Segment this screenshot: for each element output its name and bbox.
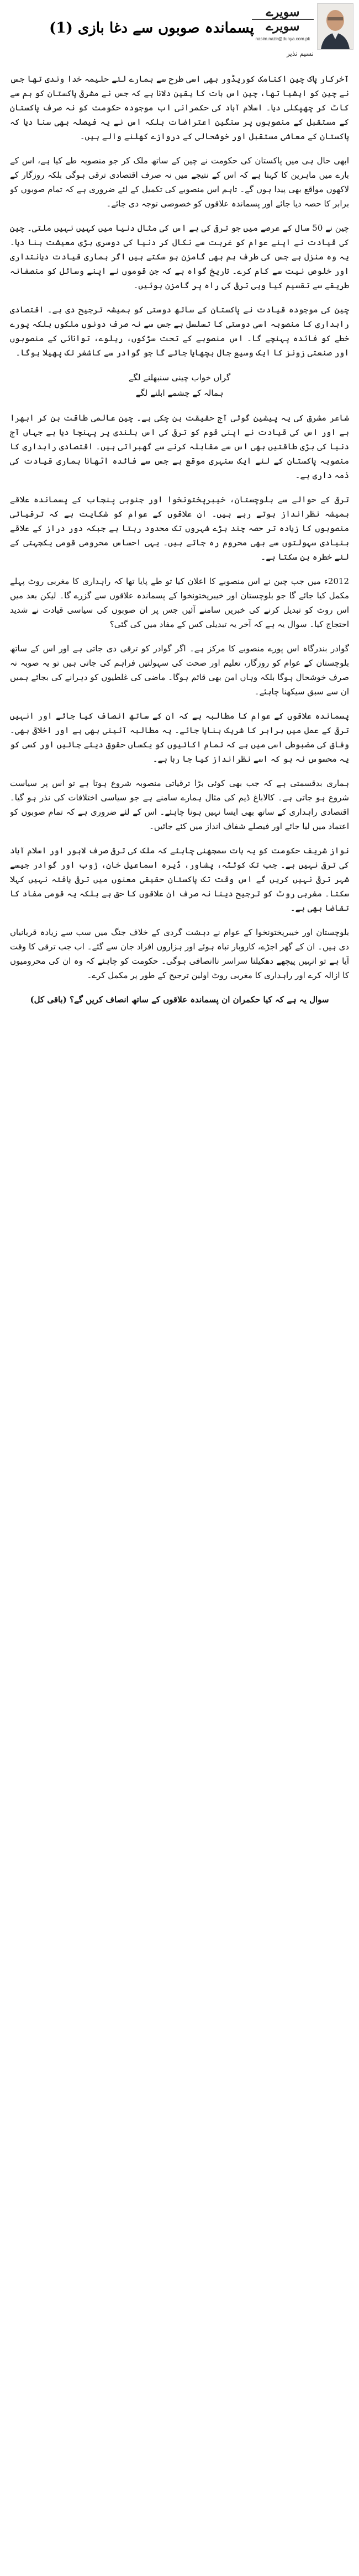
closing-line: سوال یہ ہے کہ کیا حکمران ان پسماندہ علاقوں کے ساتھ انصاف کریں گے؟ (باقی کل) bbox=[30, 995, 329, 1005]
paragraph: چین کی موجودہ قیادت نے پاکستان کے ساتھ دوستی کو ہمیشہ ترجیح دی ہے۔ اقتصادی راہداری کا منصوبہ اسی دوستی کا تسلسل ہے جس سے نہ صرف دونوں ملکوں بلکہ پورے خطے کو فائدہ پہنچے گا۔ اس منصوبے کے تحت سڑکوں، ریلوے، توانائی کے منصوبوں اور صنعتی زونز کا ایک وسیع جال بچھایا جائے گا جو گوادر سے کاشغر تک پھیلا ہوگا۔ bbox=[10, 305, 349, 358]
author-name: نسیم نذیر bbox=[286, 50, 314, 57]
paragraph: شاعر مشرق کی یہ پیشین گوئی آج حقیقت بن چکی ہے۔ چین عالمی طاقت بن کر ابھرا ہے اور اس کی قیادت نے اپنی قوم کو ترقی کی اس بلندی پر پہنچا دیا ہے جہاں آج دنیا کی بڑی طاقتیں بھی اس سے مقابلہ کرنے سے گھبراتی ہیں۔ اقتصادی راہداری کا منصوبہ پاکستان کے لئے ایک سنہری موقع ہے جس سے فائدہ اٹھانا ہماری قیادت کی ذمہ داری ہے۔ bbox=[10, 413, 349, 480]
paragraph: نواز شریف حکومت کو یہ بات سمجھنی چاہئے کہ ملک کی ترقی صرف لاہور اور اسلام آباد کی ترقی نہیں ہے۔ جب تک کوئٹہ، پشاور، ڈیرہ اسماعیل خان، ژوب اور گوادر جیسے شہر ترقی نہیں کریں گے اس وقت تک پاکستان حقیقی معنوں میں ترقی یافتہ نہیں کہلا سکتا۔ مغربی روٹ کو ترجیح دینا نہ صرف ان علاقوں کا حق ہے بلکہ یہ قومی مفاد کا تقاضا بھی ہے۔ bbox=[10, 846, 349, 913]
paragraph: گوادر بندرگاہ اس پورے منصوبے کا مرکز ہے۔ اگر گوادر کو ترقی دی جاتی ہے اور اس کے ساتھ بلوچستان کے عوام کو روزگار، تعلیم اور صحت کی سہولتیں فراہم کی جاتی ہیں تو یہ صوبہ نہ صرف خوشحال ہوگا بلکہ وہاں امن بھی قائم ہوگا۔ ماضی کی غلطیوں کو دہرانے کی بجائے ہمیں ان سے سبق سیکھنا چاہئے۔ bbox=[10, 644, 349, 697]
verse-line: ہمالہ کے چشمے ابلنے لگے bbox=[135, 388, 224, 398]
paragraph: پسماندہ علاقوں کے عوام کا مطالبہ ہے کہ ان کے ساتھ انصاف کیا جائے اور انہیں ترقی کے عمل میں برابر کا شریک بنایا جائے۔ یہ مطالبہ آئینی بھی ہے اور اخلاقی بھی۔ وفاق کی مضبوطی اسی میں ہے کہ تمام اکائیوں کو یکساں حقوق دیئے جائیں اور کسی کو یہ محسوس نہ ہو کہ اسے نظرانداز کیا جا رہا ہے۔ bbox=[10, 711, 349, 764]
paragraph: آخرکار پاک چین اکنامک کوریڈور بھی اسی طرح سے ہمارے لئے حلیمہ خدا وندی تھا جس نے چین کو ایشیا تھا، چین اس بات کا یقین دلانا ہے کہ جس نے مشرقی پاکستان کو ہم سے کاٹ کر چھپکلی دیا۔ اسلام آباد کی حکمرانی اب موجودہ حکومت کو نہ صرف پاکستان کے مستقبل کے منصوبوں پر سنگین اعتراضات بلکہ اس نے یہ فیصلہ بھی سنا دیا کہ پاکستان کے معاشی مستقبل اور خوشحالی کے دروازے کھلنے والے ہیں۔ bbox=[10, 74, 349, 141]
brand-logo-top: سویرے bbox=[266, 5, 300, 19]
brand-logo-bottom: سویرے bbox=[252, 19, 314, 33]
column-brand bbox=[252, 6, 314, 41]
article-body bbox=[10, 72, 349, 2565]
author-photo bbox=[317, 3, 353, 50]
paragraph: ہماری بدقسمتی ہے کہ جب بھی کوئی بڑا ترقیاتی منصوبہ شروع ہوتا ہے تو اس پر سیاست شروع ہو جاتی ہے۔ کالاباغ ڈیم کی مثال ہمارے سامنے ہے جو سیاسی اختلافات کی نذر ہو گیا۔ اقتصادی راہداری کے ساتھ بھی ایسا نہیں ہونا چاہئے۔ اس کے لئے ضروری ہے کہ تمام صوبوں کو اعتماد میں لیا جائے اور فیصلے شفاف انداز میں کئے جائیں۔ bbox=[10, 778, 349, 831]
paragraph: ابھی حال ہی میں پاکستان کی حکومت نے چین کے ساتھ ملک کر جو منصوبہ طے کیا ہے، اس کے بارے میں ماہرین کا کہنا ہے کہ اس کے نتیجے میں نہ صرف اقتصادی ترقی ہوگی بلکہ روزگار کے لاکھوں مواقع بھی پیدا ہوں گے۔ تاہم اس منصوبے کی تکمیل کے لئے ضروری ہے کہ تمام صوبوں کو برابر کا حصہ دیا جائے اور پسماندہ علاقوں کو خصوصی توجہ دی جائے۔ bbox=[10, 156, 349, 209]
verse-line: گراں خواب چینی سنبھلنے لگے bbox=[128, 373, 231, 383]
paragraph: ترقی کے حوالے سے بلوچستان، خیبرپختونخوا اور جنوبی پنجاب کے پسماندہ علاقے ہمیشہ نظرانداز ہوتے رہے ہیں۔ ان علاقوں کے عوام کو شکایت ہے کہ ترقیاتی منصوبوں کا زیادہ تر حصہ چند بڑے شہروں تک محدود رہتا ہے جبکہ دور دراز کے علاقے بنیادی سہولتوں سے بھی محروم رہ جاتے ہیں۔ یہی احساس محرومی قومی یکجہتی کے لئے خطرہ بن سکتا ہے۔ bbox=[10, 495, 349, 562]
paragraph: 2012ء میں جب چین نے اس منصوبے کا اعلان کیا تو طے پایا تھا کہ راہداری کا مغربی روٹ پہلے مکمل کیا جائے گا جو بلوچستان اور خیبرپختونخوا کے پسماندہ علاقوں سے گزرے گا۔ لیکن بعد میں اس روٹ کو تبدیل کرنے کی خبریں سامنے آئیں جس پر ان صوبوں کی سیاسی قیادت نے شدید احتجاج کیا۔ سوال یہ ہے کہ آخر یہ تبدیلی کس کے مفاد میں کی گئی؟ bbox=[10, 576, 349, 629]
poetry-verse bbox=[10, 370, 349, 401]
article-header bbox=[0, 0, 359, 66]
paragraph: بلوچستان اور خیبرپختونخوا کے عوام نے دہشت گردی کے خلاف جنگ میں سب سے زیادہ قربانیاں دی ہیں۔ ان کے گھر اجڑے، کاروبار تباہ ہوئے اور ہزاروں افراد جان سے گئے۔ اب جب ترقی کا وقت آیا ہے تو انہیں پیچھے دھکیلنا سراسر ناانصافی ہوگی۔ حکومت کو چاہئے کہ وہ ان کی محرومیوں کا ازالہ کرے اور راہداری کا مغربی روٹ اولین ترجیح کے طور پر مکمل کرے۔ bbox=[10, 927, 349, 980]
author-email[interactable]: nasim.nazir@dunya.com.pk bbox=[255, 36, 310, 41]
article-title: پسماندہ صوبوں سے دغا بازی (1) bbox=[49, 20, 254, 36]
paragraph: چین نے 50 سال کے عرصے میں جو ترقی کی ہے اس کی مثال دنیا میں کہیں نہیں ملتی۔ چین کی قیادت نے اپنے عوام کو غربت سے نکال کر دنیا کی دوسری بڑی معیشت بنا دیا۔ یہ وہ منزل ہے جس کی طرف ہم بھی گامزن ہو سکتے ہیں اگر ہماری قیادت دیانتداری اور خلوص نیت سے کام کرے۔ تاریخ گواہ ہے کہ جن قوموں نے اپنے وسائل کو منصفانہ طریقے سے تقسیم کیا وہی ترقی کی راہ پر گامزن ہوئیں۔ bbox=[10, 223, 349, 290]
